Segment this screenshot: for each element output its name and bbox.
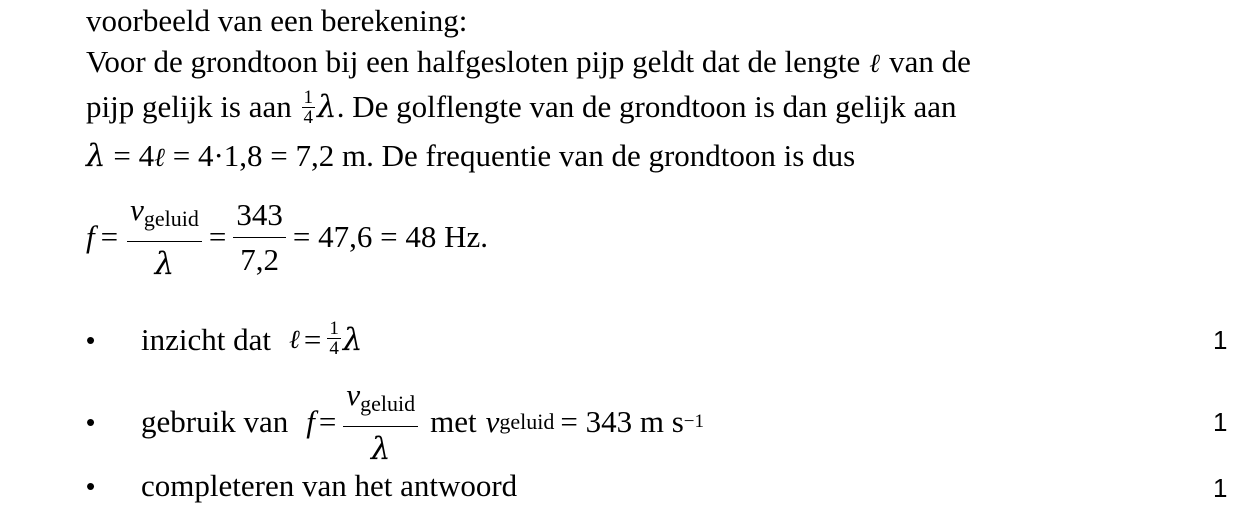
paragraph-line-2: pijp gelijk is aan $\frac{1}{4}$ λ. De golflengte van de grondtoon is dan gelijk aan <box>86 87 957 129</box>
f-symbol: f <box>86 219 95 254</box>
score-points: 1 <box>1213 325 1228 355</box>
fraction-one-quarter: $\frac{1}{4}$ <box>329 317 339 359</box>
fraction-one-quarter: $\frac{1}{4}$ <box>303 87 314 129</box>
ell-symbol: ℓ <box>154 143 165 173</box>
f-symbol: f <box>306 404 315 439</box>
score-points: 1 <box>1213 407 1228 437</box>
lambda-symbol: λ <box>342 322 363 358</box>
lambda-symbol: λ <box>86 138 106 174</box>
bullet-marker: • <box>86 324 96 355</box>
ell-symbol: ℓ <box>869 49 881 79</box>
paragraph-line-1: Voor de grondtoon bij een halfgesloten pijp geldt dat de lengte ℓ van de <box>86 44 971 79</box>
fraction-v-over-lambda: $\frac{v_{geluid}}{\lambda}$ <box>127 192 202 282</box>
scoring-item-1: • inzicht dat ℓ = $\frac{1}{4}$ λ <box>86 317 363 359</box>
intro-text: voorbeeld van een berekening: <box>86 3 468 38</box>
lambda-symbol: λ <box>317 89 337 125</box>
frequency-formula: f = $\frac{v_{geluid}}{\lambda}$ = $\frac{343}{7,2}$ = 47,6 = 48 Hz. <box>86 192 488 282</box>
fraction-v-over-lambda: $\frac{v_{geluid}}{\lambda}$ <box>343 377 418 467</box>
score-points: 1 <box>1213 473 1228 503</box>
bullet-marker: • <box>86 470 96 501</box>
bullet-marker: • <box>86 406 96 437</box>
paragraph-line-3: λ = 4ℓ = 4·1,8 = 7,2 m. De frequentie van de grondtoon is dus <box>86 138 856 174</box>
fraction-343-over-7-2: $\frac{343}{7,2}$ <box>233 197 286 278</box>
ell-symbol: ℓ <box>288 325 300 355</box>
scoring-item-3: • completeren van het antwoord <box>86 468 518 503</box>
scoring-item-2: • gebruik van f = $\frac{v_{geluid}}{\lambda}$ met v geluid = 343 m s −1 <box>86 377 704 467</box>
